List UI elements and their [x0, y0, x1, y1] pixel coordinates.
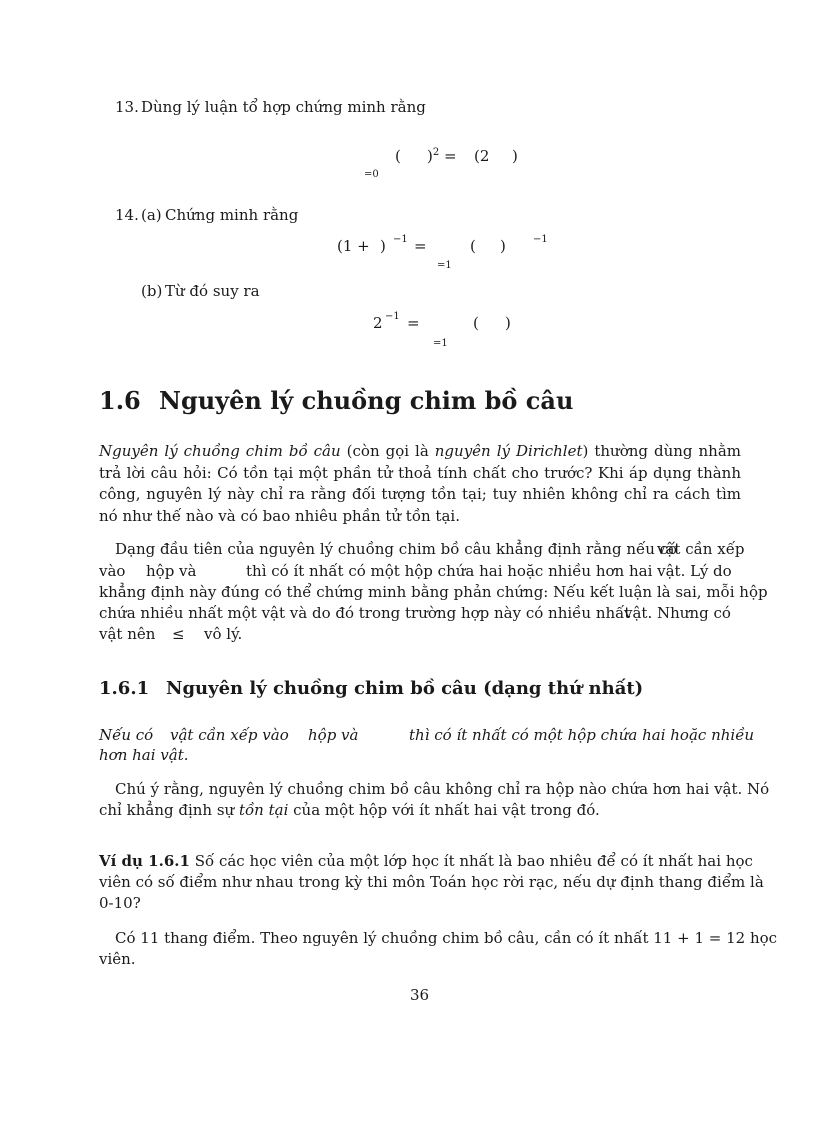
page-number: 36 — [410, 986, 430, 1004]
ex13-equals: = — [444, 147, 457, 165]
intro-paragraph: Nguyên lý chuồng chim bồ câu (còn gọi là nguyên lý Dirichlet) thường dùng nhằm trả lời câu hỏi: Có tồn tại một phần tử thoả tính chất cho trước? Khi áp dụng thành công, nguyên lý này chỉ ra rằng đối tượng tồn tại; tuy nhiên không chỉ ra cách tìm nó như thế nào và có bao nhiêu phần tử tồn tại. — [99, 442, 742, 525]
theorem-b: vật cần xếp vào — [170, 726, 289, 744]
para2-line4a: chứa nhiều nhất một vật và do đó trong trường hợp này có nhiều nhất — [99, 604, 631, 622]
ex14a-exp2: −1 — [533, 234, 548, 245]
theorem-d: thì có ít nhất có một hộp chứa hai hoặc nhiều — [409, 726, 755, 744]
ex14b-exp: −1 — [385, 311, 400, 322]
example-line1: Ví dụ 1.6.1 Số các học viên của một lớp học ít nhất là bao nhiêu để có ít nhất hai học — [99, 852, 753, 870]
section-title: Nguyên lý chuồng chim bồ câu — [159, 386, 574, 415]
note-line1: Chú ý rằng, nguyên lý chuồng chim bồ câu không chỉ ra hộp nào chứa hơn hai vật. Nó — [115, 780, 770, 798]
answer-line2: viên. — [99, 950, 136, 968]
exercise-14b-tag: (b) — [141, 282, 163, 300]
ex13-subscript: =0 — [364, 169, 379, 180]
para2-line2c: thì có ít nhất có một hộp chứa hai hoặc nhiều hơn hai vật. Lý do — [246, 562, 732, 580]
para2-line3: khẳng định này đúng có thể chứng minh bằng phản chứng: Nếu kết luận là sai, mỗi hộp — [99, 583, 768, 601]
exercise-13-label: 13. — [115, 98, 139, 116]
ex13-right-term: (2 — [474, 147, 490, 165]
ex14a-paren-close: ) — [500, 237, 506, 255]
example-line2: viên có số điểm như nhau trong kỳ thi môn Toán học rời rạc, nếu dự định thang điểm là — [99, 873, 764, 891]
section-number: 1.6 — [99, 386, 141, 415]
theorem-a: Nếu có — [99, 726, 154, 744]
para2-line2a: vào — [99, 562, 126, 580]
ex14a-left-term: (1 + — [337, 237, 370, 255]
para2-line5a: vật nên — [99, 625, 156, 643]
theorem-e: hơn hai vật. — [99, 746, 189, 764]
ex14b-paren-close: ) — [505, 314, 511, 332]
ex14b-base: 2 — [373, 314, 383, 332]
para2-line1b: vật cần xếp — [657, 540, 745, 558]
ex14a-left-close: ) — [380, 237, 386, 255]
ex14b-paren-open: ( — [473, 314, 479, 332]
ex14a-equals: = — [414, 237, 427, 255]
para2-line4b: vật. Nhưng có — [624, 604, 731, 622]
exercise-14a-text: Chứng minh rằng — [165, 206, 299, 224]
exercise-14b-text: Từ đó suy ra — [165, 282, 260, 300]
ex14b-equals: = — [407, 314, 420, 332]
para2-line5c: vô lý. — [204, 625, 243, 643]
theorem-c: hộp và — [308, 726, 359, 744]
answer-line1: Có 11 thang điểm. Theo nguyên lý chuồng chim bồ câu, cần có ít nhất 11 + 1 = 12 học — [115, 929, 778, 947]
para2-line1a: Dạng đầu tiên của nguyên lý chuồng chim bồ câu khẳng định rằng nếu có — [115, 540, 678, 558]
example-line3: 0-10? — [99, 894, 141, 912]
ex14a-subscript: =1 — [437, 260, 452, 271]
ex14b-subscript: =1 — [433, 338, 448, 349]
exercise-14a-tag: (a) — [141, 206, 162, 224]
exercise-13-text: Dùng lý luận tổ hợp chứng minh rằng — [141, 98, 426, 116]
ex13-right-close: ) — [512, 147, 518, 165]
ex14a-paren-open: ( — [470, 237, 476, 255]
para2-leq-symbol: ≤ — [172, 625, 185, 643]
exercise-14-label: 14. — [115, 206, 139, 224]
subsection-number: 1.6.1 — [99, 678, 150, 699]
ex13-open-paren: ( — [395, 147, 401, 165]
para2-line2b: hộp và — [146, 562, 197, 580]
ex14a-exp1: −1 — [393, 234, 408, 245]
subsection-title: Nguyên lý chuồng chim bồ câu (dạng thứ nhất) — [166, 678, 644, 699]
ex13-close-paren: )$^2$ — [427, 147, 440, 165]
note-line2: chỉ khẳng định sự tồn tại của một hộp với ít nhất hai vật trong đó. — [99, 801, 600, 819]
